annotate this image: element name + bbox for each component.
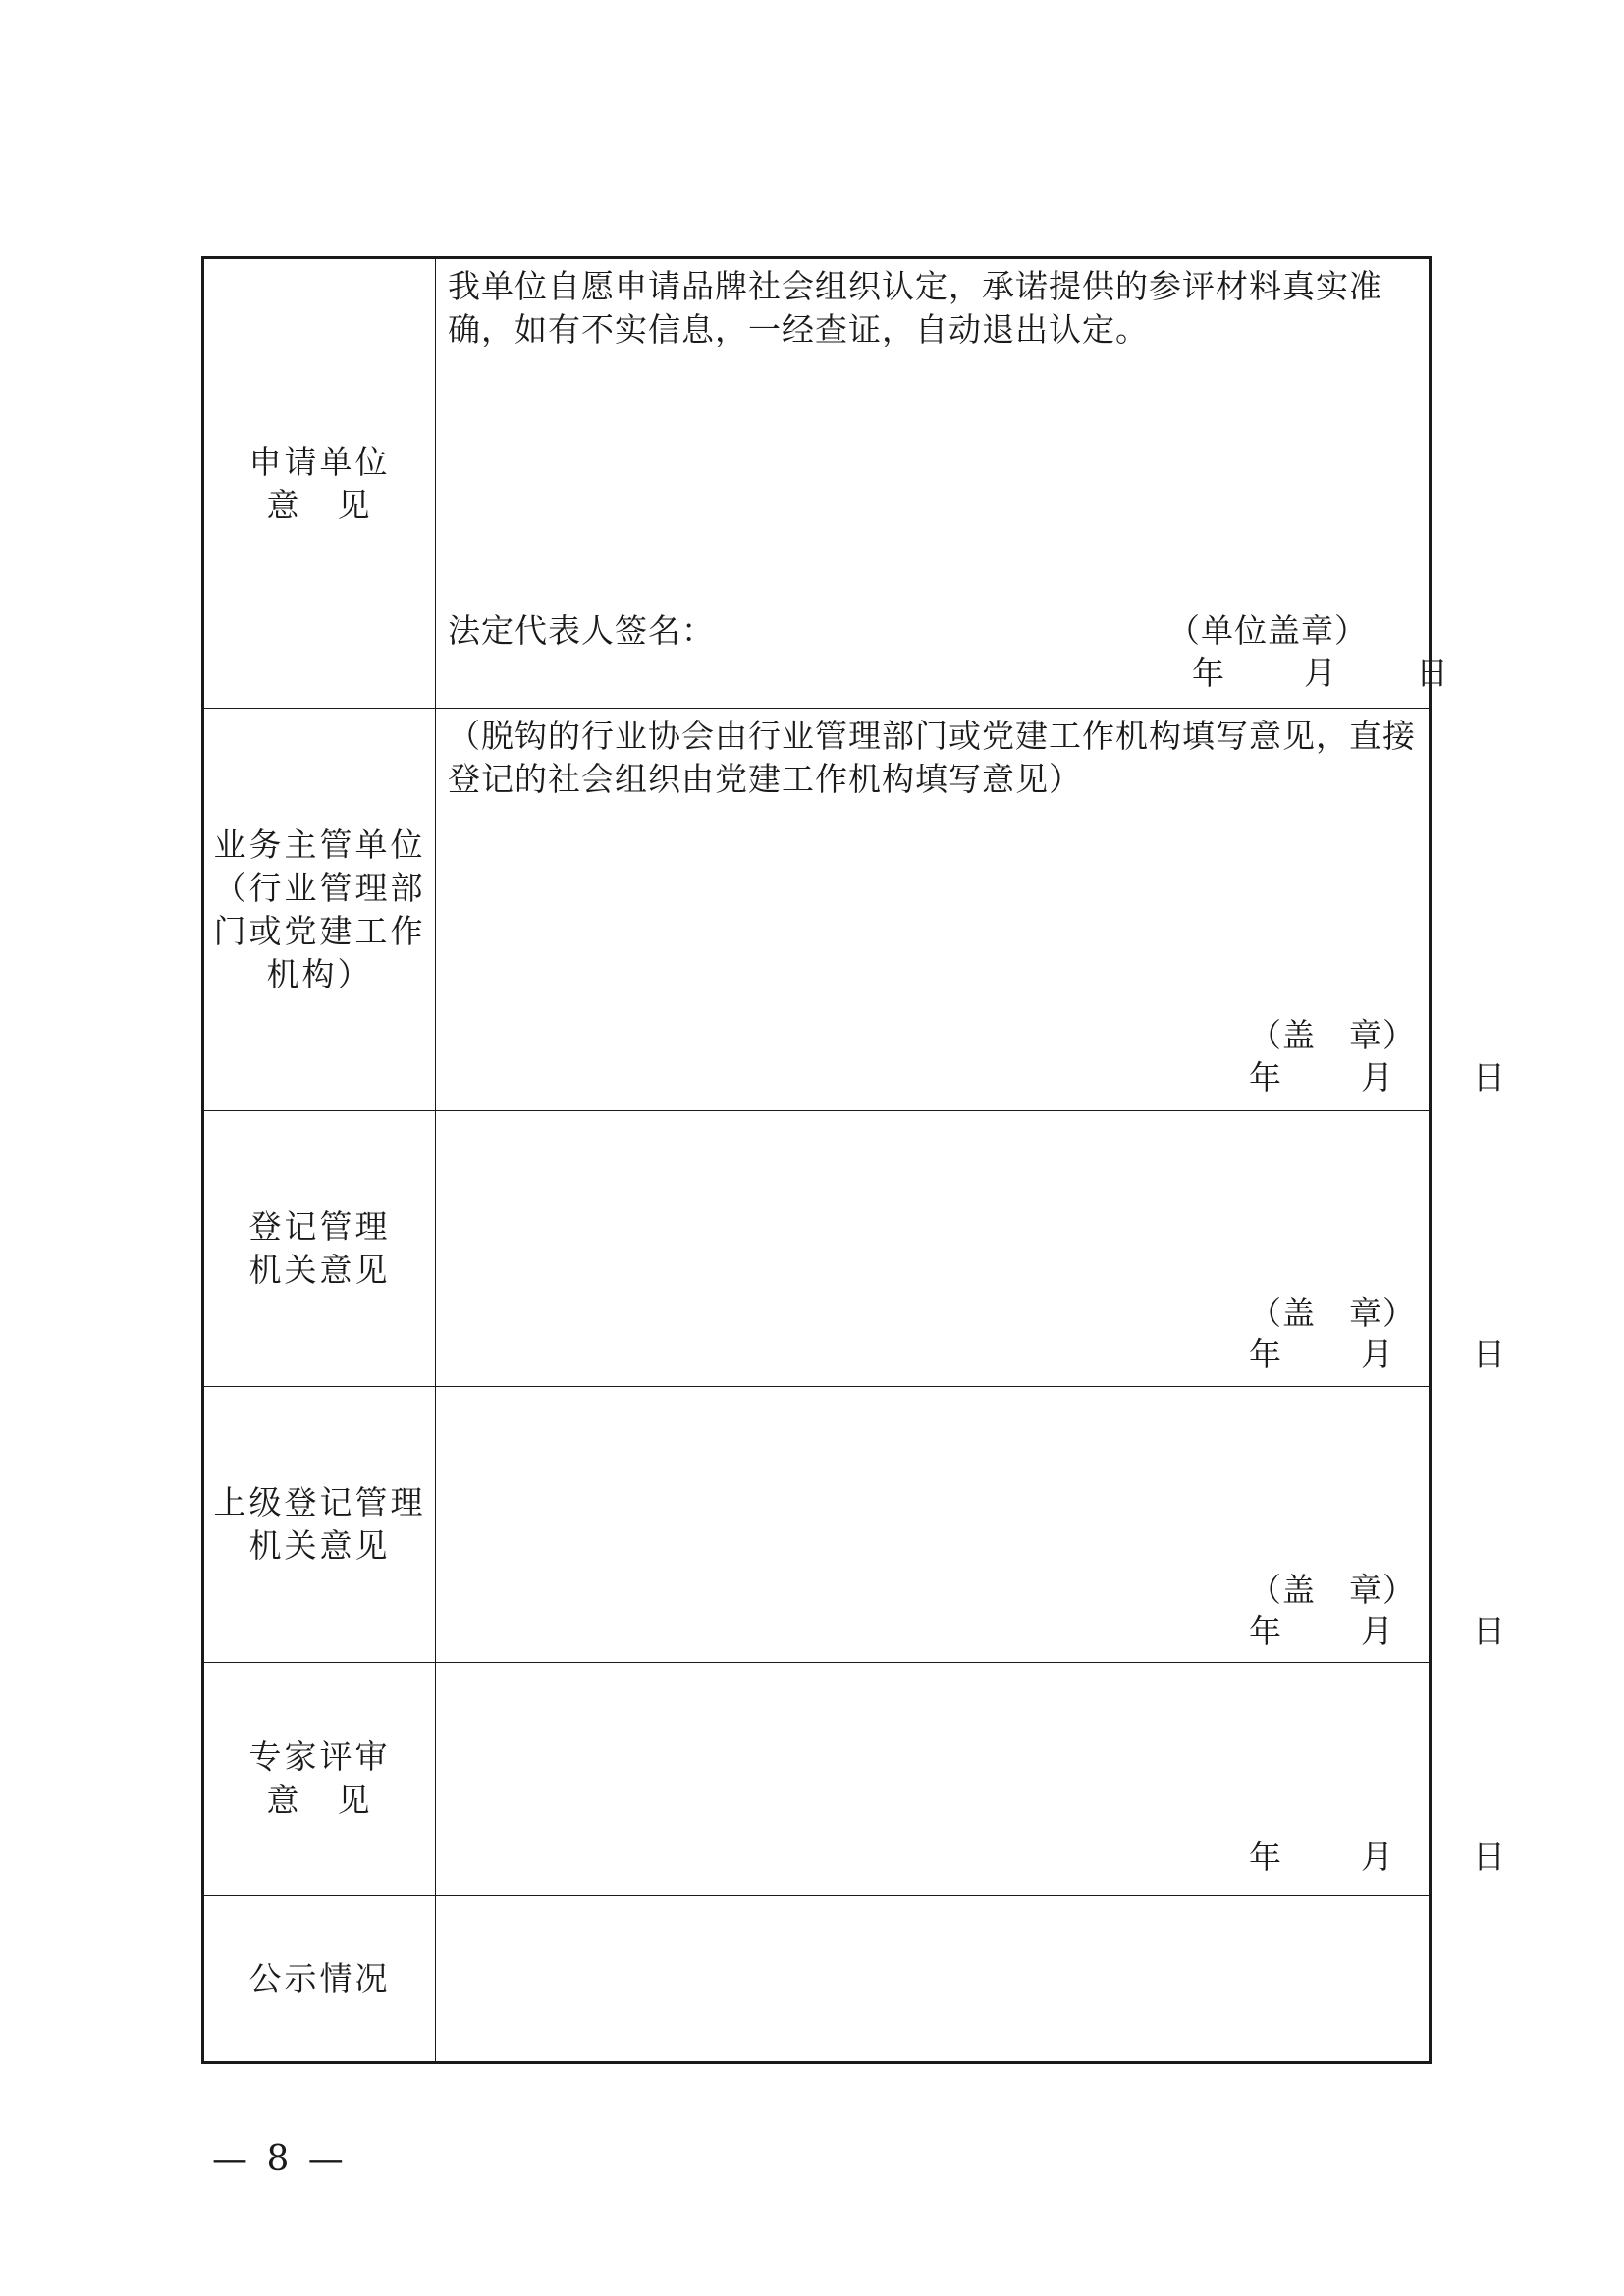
label-upper-registration [204,1387,436,1662]
applicant-statement: 我单位自愿申请品牌社会组织认定，承诺提供的参评材料真实准确，如有不实信息，一经查证，自动退出认定。 [448,267,1382,348]
content-applicant [436,259,1472,708]
label-line: 门或党建工作 [213,911,426,950]
label-line: 申请单位 [248,442,391,481]
date-line: 年 月 日 [1249,1838,1529,1876]
content-publicity [436,1896,1429,2061]
seal-text: （盖 章） [1249,1016,1416,1054]
label-supervisor [204,709,436,1110]
row-upper-registration [204,1387,1529,1663]
row-expert [204,1663,1529,1896]
label-line: 公示情况 [248,1958,391,1998]
content-supervisor [436,709,1529,1110]
label-line: 意 见 [266,1781,373,1819]
label-expert [204,1663,436,1895]
row-registration [204,1111,1529,1387]
label-line: 机构） [266,954,373,993]
date-line: 年 月 日 [1192,654,1472,692]
supervisor-note: （脱钩的行业协会由行业管理部门或党建工作机构填写意见，直接登记的社会组织由党建工作机构填写意见） [448,717,1416,798]
row-applicant [204,259,1472,709]
seal-text: （盖 章） [1249,1294,1416,1332]
label-line: 机关意见 [248,1526,391,1565]
date-line: 年 月 日 [1249,1612,1529,1650]
row-supervisor [204,709,1529,1111]
label-line: 意 见 [266,485,373,524]
row-publicity [204,1896,1429,2061]
opinion-form-table [201,256,1529,2064]
content-expert [436,1663,1529,1895]
date-line: 年 月 日 [1249,1335,1529,1373]
label-line: 专家评审 [248,1737,391,1776]
label-line: 机关意见 [248,1251,391,1289]
label-line: 上级登记管理 [213,1483,426,1522]
label-line: 业务主管单位 [213,825,426,864]
content-upper-registration [436,1387,1529,1662]
label-line: （行业管理部 [213,868,426,907]
page-number: — 8 — [212,2139,348,2179]
content-registration [436,1111,1529,1386]
label-publicity [204,1896,436,2061]
unit-seal: （单位盖章） [1167,612,1368,650]
date-line: 年 月 日 [1249,1058,1529,1096]
signature-label: 法定代表人签名： [448,612,715,650]
label-applicant [204,259,436,708]
label-line: 登记管理 [248,1207,391,1246]
seal-text: （盖 章） [1249,1571,1416,1609]
label-registration [204,1111,436,1386]
